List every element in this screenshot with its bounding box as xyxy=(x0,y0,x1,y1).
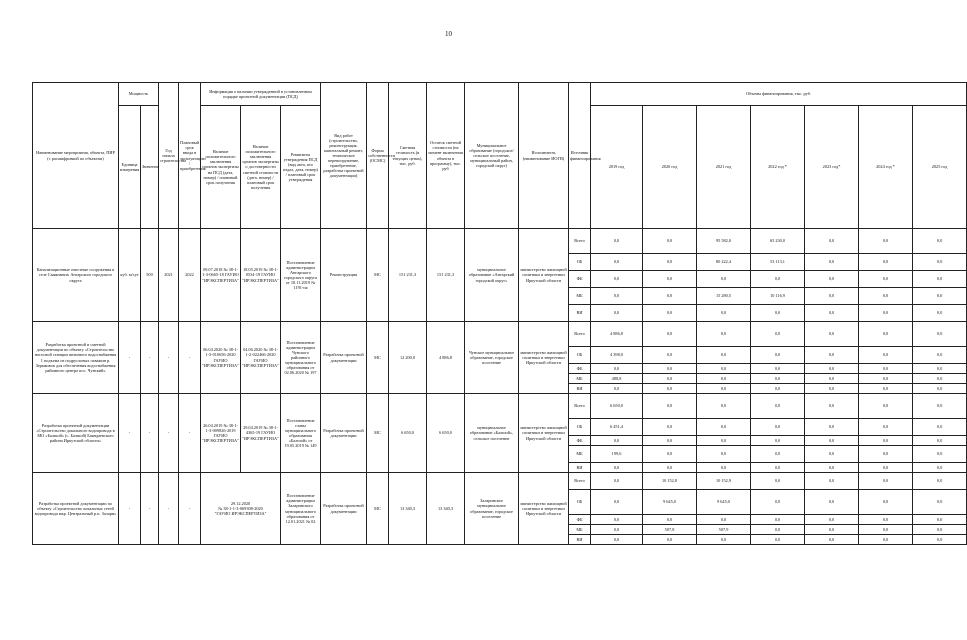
object-approval: Постановление администрации Заларинского муниципального образования от 12.01.2021 № 02 xyxy=(281,473,321,545)
object-remaining-cost: 4 886,8 xyxy=(427,322,465,394)
object-estimated-cost: 13 340,3 xyxy=(389,473,427,545)
funding-value: 0,0 xyxy=(859,364,913,374)
object-ownership: МС xyxy=(367,229,389,322)
funding-value: 0,0 xyxy=(591,271,643,288)
funding-value: 0,0 xyxy=(751,305,805,322)
object-expertise-positive: 06.04.2020 № 38-1-1-3-010656-2020 ГАУИО "ИРЭКСПЕРТИЗА" xyxy=(201,322,241,394)
funding-source: Всего xyxy=(569,322,591,347)
funding-value: 0,0 xyxy=(697,394,751,419)
funding-value: 0,0 xyxy=(751,384,805,394)
object-expertise-estimate: 04.06.2020 № 38-1-1-2-022466-2020 ГАУИО "ИРЭКСПЕРТИЗА" xyxy=(241,322,281,394)
funding-value: 0,0 xyxy=(643,394,697,419)
funding-value: 0,0 xyxy=(913,446,967,463)
funding-value: 0,0 xyxy=(859,384,913,394)
funding-value: 0,0 xyxy=(805,305,859,322)
funding-value: 0,0 xyxy=(805,374,859,384)
object-year-start: - xyxy=(159,473,179,545)
object-expertise-positive: 26.04.2019 № 38-1-1-3-009826-2019 ГАУИО "ИРЭКСПЕРТИЗА" xyxy=(201,394,241,473)
object-name: Разработка проектной документации «Строительство докального водопровода в МО «Балшой» (с. Балшой) Баяндаевского района Иркутской области» xyxy=(33,394,119,473)
funding-value: 10 152,8 xyxy=(643,473,697,490)
header-year: 2024 год * xyxy=(859,106,913,229)
funding-value: 0,0 xyxy=(913,254,967,271)
object-estimated-cost: 151 231,3 xyxy=(389,229,427,322)
header-ownership: Форма собственности (ОСМС) xyxy=(367,83,389,229)
header-year: 2021 год xyxy=(697,106,751,229)
funding-value: 6 451,4 xyxy=(591,419,643,436)
funding-value: 0,0 xyxy=(805,271,859,288)
header-funding: Объемы финансирования, тыс. руб. xyxy=(591,83,967,106)
funding-value: 9 645,0 xyxy=(643,490,697,515)
funding-value: 0,0 xyxy=(591,463,643,473)
object-municipality: Заларинское муниципальное образование, городское поселение xyxy=(465,473,519,545)
funding-value: 0,0 xyxy=(591,229,643,254)
funding-value: 0,0 xyxy=(591,515,643,525)
funding-value: 0,0 xyxy=(751,347,805,364)
funding-value: 0,0 xyxy=(751,515,805,525)
funding-value: 4 398,0 xyxy=(591,347,643,364)
funding-value: 10 152,9 xyxy=(697,473,751,490)
funding-value: 0,0 xyxy=(697,322,751,347)
funding-value: 0,0 xyxy=(697,419,751,436)
funding-value: 199,6 xyxy=(591,446,643,463)
funding-value: 0,0 xyxy=(643,305,697,322)
funding-value: 0,0 xyxy=(913,364,967,374)
funding-value: 0,0 xyxy=(805,515,859,525)
funding-value: 0,0 xyxy=(697,305,751,322)
funding-value: 0,0 xyxy=(751,364,805,374)
funding-value: 0,0 xyxy=(859,490,913,515)
object-commissioning: - xyxy=(179,394,201,473)
funding-value: 0,0 xyxy=(751,525,805,535)
funding-value: 0,0 xyxy=(859,271,913,288)
funding-value: 0,0 xyxy=(805,347,859,364)
funding-value: 0,0 xyxy=(913,347,967,364)
object-work-type: Разработка проектной документации xyxy=(321,473,367,545)
object-ownership: МС xyxy=(367,394,389,473)
funding-value: 0,0 xyxy=(859,229,913,254)
funding-source: ВИ xyxy=(569,384,591,394)
funding-value: 507,9 xyxy=(697,525,751,535)
funding-source: ОБ xyxy=(569,254,591,271)
funding-value: 0,0 xyxy=(643,436,697,446)
header-value: Значение xyxy=(141,106,159,229)
header-expertise-positive: Наличие положительного заключения органов экспертизы на ПСД (дата, номер) / плановый срок получения xyxy=(201,106,241,229)
funding-value: 0,0 xyxy=(591,525,643,535)
header-commissioning: Плановый срок ввода в эксплуатацию / приобретения xyxy=(179,83,201,229)
funding-source: ОБ xyxy=(569,490,591,515)
funding-value: 0,0 xyxy=(591,305,643,322)
funding-value: 0,0 xyxy=(643,364,697,374)
funding-value: 0,0 xyxy=(859,347,913,364)
funding-value: 0,0 xyxy=(913,490,967,515)
funding-value: 0,0 xyxy=(913,535,967,545)
funding-value: 0,0 xyxy=(913,322,967,347)
funding-value: 0,0 xyxy=(751,473,805,490)
funding-source: ВИ xyxy=(569,535,591,545)
funding-source: МБ xyxy=(569,525,591,535)
funding-value: 0,0 xyxy=(859,288,913,305)
funding-value: 488,8 xyxy=(591,374,643,384)
object-year-start: 2021 xyxy=(159,229,179,322)
funding-value: 0,0 xyxy=(913,436,967,446)
funding-value: 0,0 xyxy=(591,254,643,271)
header-estimated-cost: Сметная стоимость (в текущих ценах), тыс. руб. xyxy=(389,83,427,229)
funding-value: 95 582,0 xyxy=(697,229,751,254)
funding-value: 0,0 xyxy=(643,419,697,436)
funding-value: 0,0 xyxy=(859,419,913,436)
funding-value: 0,0 xyxy=(697,463,751,473)
funding-source: Всего xyxy=(569,394,591,419)
object-unit: куб. м/сут xyxy=(119,229,141,322)
object-expertise-positive: 09.07.2018 № 38-1-1-3-0665-18 ГАУИО "ИРЭКСПЕРТИЗА" xyxy=(201,229,241,322)
funding-value: 0,0 xyxy=(591,490,643,515)
funding-value: 0,0 xyxy=(805,446,859,463)
header-year: 2019 год xyxy=(591,106,643,229)
funding-value: 0,0 xyxy=(643,254,697,271)
funding-value: 0,0 xyxy=(591,364,643,374)
funding-value: 9 645,0 xyxy=(697,490,751,515)
header-work-type: Вид работ (строительство, реконструкция, капитальный ремонт, техническое перевооружение, приобретение, разработка проектной документации) xyxy=(321,83,367,229)
object-year-start: - xyxy=(159,394,179,473)
funding-value: 0,0 xyxy=(805,322,859,347)
page-number: 10 xyxy=(445,30,452,38)
funding-value: 0,0 xyxy=(697,271,751,288)
funding-value: 0,0 xyxy=(751,446,805,463)
object-municipality: муниципальное образование «Балшой», сельское поселение xyxy=(465,394,519,473)
header-approval: Реквизиты утверждения ПСД (вид акта, кто издал, дата, номер) / плановый срок утверждения xyxy=(281,106,321,229)
object-expertise-positive: 29.12.2020 № 38-1-1-3-069308-2020 "ГАУИО ИРЭКСПЕРТИЗА" xyxy=(201,473,281,545)
funding-source: ФБ xyxy=(569,364,591,374)
object-unit: - xyxy=(119,394,141,473)
object-municipality: Чунское муниципальное образование, городское поселение xyxy=(465,322,519,394)
funding-value: 53 113,1 xyxy=(751,254,805,271)
object-ownership: МС xyxy=(367,322,389,394)
object-ownership: МС xyxy=(367,473,389,545)
funding-value: 0,0 xyxy=(805,394,859,419)
funding-value: 0,0 xyxy=(643,463,697,473)
object-executor: министерство жилищной политики и энергетики Иркутской области xyxy=(519,322,569,394)
funding-value: 0,0 xyxy=(643,535,697,545)
funding-table xyxy=(32,82,967,545)
funding-value: 0,0 xyxy=(859,525,913,535)
funding-value: 0,0 xyxy=(751,490,805,515)
object-unit: - xyxy=(119,473,141,545)
funding-value: 0,0 xyxy=(591,384,643,394)
object-work-type: Разработка проектной документации xyxy=(321,394,367,473)
header-name: Наименование мероприятия, объекта, ПИР (с расшифровкой по объектам) xyxy=(33,83,119,229)
funding-value: 0,0 xyxy=(643,271,697,288)
funding-value: 0,0 xyxy=(697,364,751,374)
header-municipality: Муниципальное образование (городское/сельское поселение, муниципальный район, городской округ) xyxy=(465,83,519,229)
funding-value: 0,0 xyxy=(913,525,967,535)
funding-value: 0,0 xyxy=(859,305,913,322)
funding-value: 0,0 xyxy=(805,229,859,254)
funding-value: 0,0 xyxy=(913,419,967,436)
funding-source: МБ xyxy=(569,446,591,463)
object-expertise-estimate: 29.04.2019 № 38-1-4365-19 ГАУИО "ИРЭКСПЕРТИЗА" xyxy=(241,394,281,473)
funding-value: 0,0 xyxy=(859,374,913,384)
object-approval: Постановление администрации Ангарского городского округа от 18.11.2019 № 1191-па xyxy=(281,229,321,322)
funding-source: Всего xyxy=(569,473,591,490)
funding-value: 0,0 xyxy=(751,374,805,384)
object-executor: министерство жилищной политики и энергетики Иркутской области xyxy=(519,229,569,322)
funding-value: 0,0 xyxy=(751,271,805,288)
object-value: - xyxy=(141,394,159,473)
header-year-start: Год начала строительства xyxy=(159,83,179,229)
funding-value: 0,0 xyxy=(805,419,859,436)
funding-value: 0,0 xyxy=(913,394,967,419)
object-remaining-cost: 6 650,0 xyxy=(427,394,465,473)
funding-value: 0,0 xyxy=(805,254,859,271)
object-approval: Постановление администрации Чунского районного муниципального образования от 02.06.2020 № 197 xyxy=(281,322,321,394)
funding-value: 0,0 xyxy=(859,473,913,490)
funding-value: 0,0 xyxy=(591,473,643,490)
object-work-type: Реконструкция xyxy=(321,229,367,322)
funding-value: 65 230,0 xyxy=(751,229,805,254)
funding-value: 0,0 xyxy=(643,446,697,463)
funding-value: 0,0 xyxy=(697,535,751,545)
header-source: Источник финансирования xyxy=(569,83,591,229)
header-year: 2023 год* xyxy=(805,106,859,229)
funding-value: 0,0 xyxy=(643,515,697,525)
funding-value: 0,0 xyxy=(913,384,967,394)
funding-value: 0,0 xyxy=(805,384,859,394)
funding-source: МБ xyxy=(569,374,591,384)
object-executor: министерство жилищной политики и энергетики Иркутской области xyxy=(519,394,569,473)
funding-value: 0,0 xyxy=(643,374,697,384)
funding-value: 0,0 xyxy=(591,288,643,305)
funding-value: 0,0 xyxy=(751,419,805,436)
object-estimated-cost: 12 200,0 xyxy=(389,322,427,394)
funding-source: ФБ xyxy=(569,436,591,446)
funding-value: 0,0 xyxy=(643,322,697,347)
funding-value: 0,0 xyxy=(913,515,967,525)
object-expertise-estimate: 18.05.2019 № 38-1-0534-19 ГАУИО "ИРЭКСПЕРТИЗА" xyxy=(241,229,281,322)
funding-value: 0,0 xyxy=(805,535,859,545)
object-remaining-cost: 13 340,3 xyxy=(427,473,465,545)
funding-value: 0,0 xyxy=(859,535,913,545)
funding-value: 0,0 xyxy=(805,436,859,446)
funding-value: 0,0 xyxy=(697,347,751,364)
funding-value: 80 222,4 xyxy=(697,254,751,271)
funding-source: ОБ xyxy=(569,347,591,364)
funding-value: 0,0 xyxy=(697,515,751,525)
header-pd-info: Информация о наличии утвержденной в установленном порядке проектной документации (ПСД) xyxy=(201,83,321,106)
funding-value: 0,0 xyxy=(805,463,859,473)
funding-value: 0,0 xyxy=(591,535,643,545)
funding-value: 0,0 xyxy=(751,463,805,473)
funding-source: ФБ xyxy=(569,271,591,288)
object-name: Разработка проектной и сметной документации по объекту «Строительство насосной станции питьевого водоснабжения 1 подъема из подрусловых скважин р. Зерыковок для обеспечения водоснабжения районного центра пос. Чунский» xyxy=(33,322,119,394)
object-unit: - xyxy=(119,322,141,394)
header-year: 2020 год xyxy=(643,106,697,229)
funding-value: 10 116,9 xyxy=(751,288,805,305)
funding-value: 0,0 xyxy=(697,446,751,463)
header-executor: Исполнитель (наименование ИОГВ) xyxy=(519,83,569,229)
object-commissioning: - xyxy=(179,473,201,545)
object-work-type: Разработка проектной документации xyxy=(321,322,367,394)
funding-value: 0,0 xyxy=(805,525,859,535)
funding-value: 0,0 xyxy=(643,384,697,394)
funding-value: 0,0 xyxy=(751,535,805,545)
object-commissioning: - xyxy=(179,322,201,394)
funding-value: 0,0 xyxy=(913,305,967,322)
funding-value: 0,0 xyxy=(913,271,967,288)
funding-value: 0,0 xyxy=(643,347,697,364)
funding-value: 0,0 xyxy=(643,229,697,254)
funding-source: ОБ xyxy=(569,419,591,436)
header-year: 2022 год * xyxy=(751,106,805,229)
funding-value: 0,0 xyxy=(805,364,859,374)
funding-value: 0,0 xyxy=(913,374,967,384)
funding-value: 0,0 xyxy=(697,374,751,384)
object-value: - xyxy=(141,322,159,394)
funding-value: 0,0 xyxy=(643,288,697,305)
object-executor: министерство жилищной политики и энергетики Иркутской области xyxy=(519,473,569,545)
funding-value: 0,0 xyxy=(697,384,751,394)
object-remaining-cost: 151 231,3 xyxy=(427,229,465,322)
object-value: 500 xyxy=(141,229,159,322)
funding-value: 0,0 xyxy=(859,463,913,473)
object-estimated-cost: 6 650,0 xyxy=(389,394,427,473)
funding-value: 0,0 xyxy=(859,254,913,271)
funding-value: 6 650,0 xyxy=(591,394,643,419)
header-unit: Единица измерения xyxy=(119,106,141,229)
funding-value: 507,8 xyxy=(643,525,697,535)
funding-value: 15 280,5 xyxy=(697,288,751,305)
funding-source: МБ xyxy=(569,288,591,305)
funding-value: 0,0 xyxy=(805,288,859,305)
funding-value: 0,0 xyxy=(591,436,643,446)
funding-value: 0,0 xyxy=(859,322,913,347)
object-municipality: муниципальное образование «Ангарский городской округ» xyxy=(465,229,519,322)
header-capacity: Мощность xyxy=(119,83,159,106)
funding-value: 0,0 xyxy=(913,463,967,473)
funding-value: 0,0 xyxy=(751,394,805,419)
funding-value: 0,0 xyxy=(751,322,805,347)
header-year: 2025 год xyxy=(913,106,967,229)
object-name: Канализационные очистные сооружения в селе Сыяковекть Ангарского городского округа xyxy=(33,229,119,322)
object-year-start: - xyxy=(159,322,179,394)
object-approval: Постановление главы муниципального образования «Балшой» от 19.05.2019 № 149 xyxy=(281,394,321,473)
object-name: Разработка проектной документации по объекту «Строительство локальных сетей водопровода мкр. Центральный р.п. Залари» xyxy=(33,473,119,545)
funding-source: ВИ xyxy=(569,305,591,322)
funding-source: Всего xyxy=(569,229,591,254)
object-commissioning: 2022 xyxy=(179,229,201,322)
funding-value: 0,0 xyxy=(859,394,913,419)
funding-source: ФБ xyxy=(569,515,591,525)
funding-source: ВИ xyxy=(569,463,591,473)
funding-value: 0,0 xyxy=(805,473,859,490)
object-value: - xyxy=(141,473,159,545)
funding-value: 0,0 xyxy=(751,436,805,446)
funding-value: 0,0 xyxy=(913,229,967,254)
header-expertise-estimate: Наличие положительного заключения органов экспертизы о достоверности сметной стоимости (дата, номер) / плановый срок получения xyxy=(241,106,281,229)
funding-value: 4 886,8 xyxy=(591,322,643,347)
funding-value: 0,0 xyxy=(913,473,967,490)
funding-value: 0,0 xyxy=(859,515,913,525)
funding-value: 0,0 xyxy=(805,490,859,515)
header-remaining-cost: Остаток сметной стоимости (на момент включения объекта в программу), тыс. руб xyxy=(427,83,465,229)
funding-value: 0,0 xyxy=(913,288,967,305)
funding-value: 0,0 xyxy=(697,436,751,446)
funding-value: 0,0 xyxy=(859,446,913,463)
funding-value: 0,0 xyxy=(859,436,913,446)
